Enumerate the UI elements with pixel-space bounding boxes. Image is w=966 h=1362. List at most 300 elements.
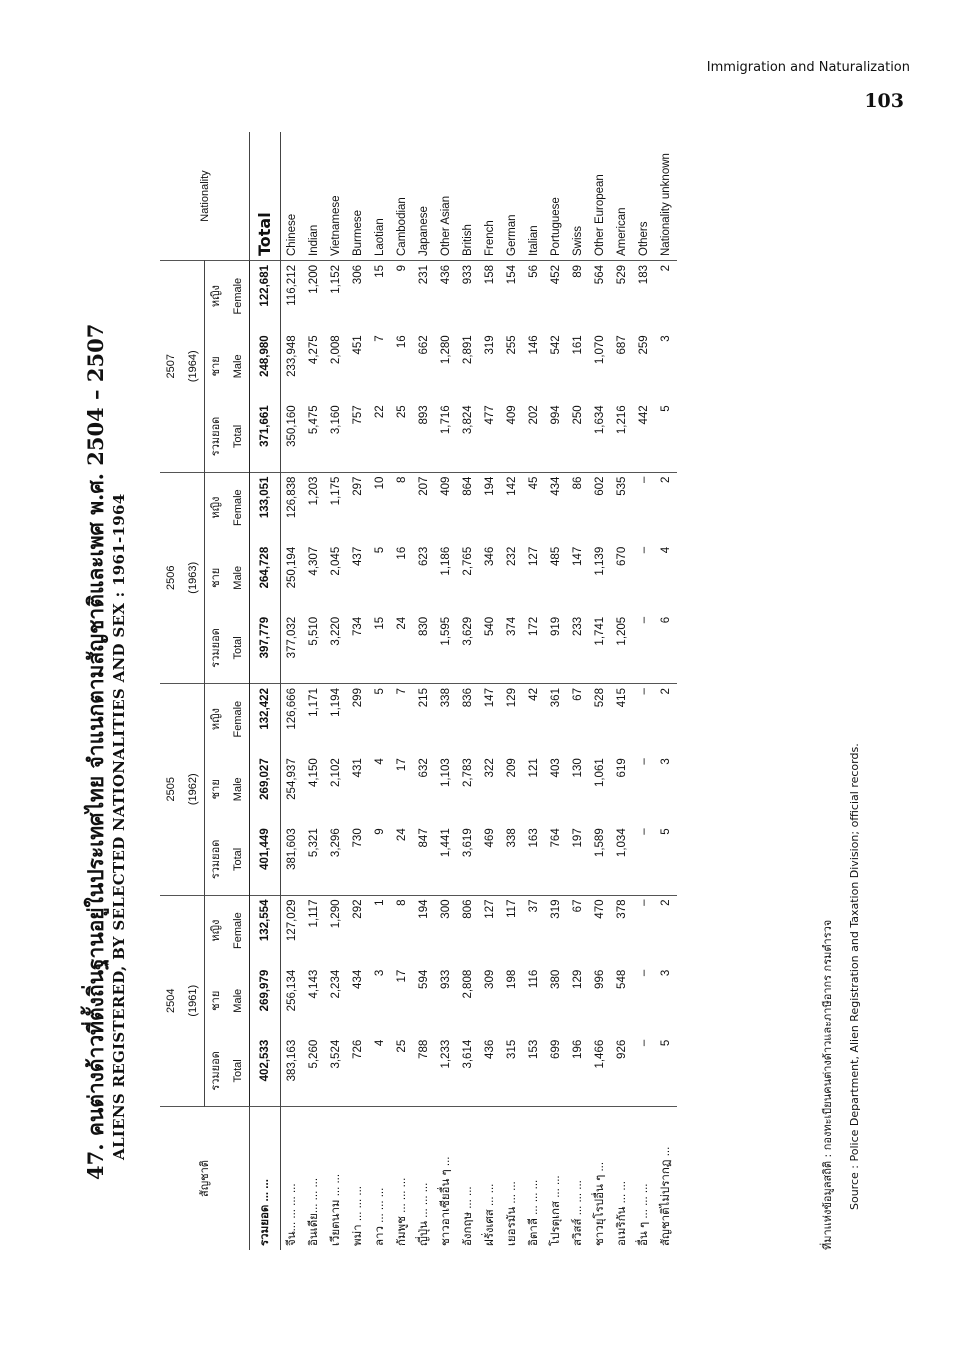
value-cell: 255 <box>506 335 518 355</box>
value-cell: 1,194 <box>330 688 342 717</box>
nationality-english: Total <box>250 132 281 261</box>
value-cell: 117 <box>506 899 518 918</box>
table-row <box>545 132 567 1250</box>
nationality-thai: ชาวอาเซียอื่น ๆ ... <box>440 1156 452 1246</box>
sex-header-thai: ชาย <box>210 567 222 588</box>
sex-header-english: Male <box>232 777 244 802</box>
nationality-thai: ชาวยุโรปอื่น ๆ ... <box>594 1161 606 1246</box>
running-head: Immigration and Naturalization <box>706 60 910 75</box>
value-cell: 9 <box>369 824 391 895</box>
table-row <box>303 132 325 1250</box>
nationality-thai: โปรตุเกส ... ... <box>550 1175 562 1246</box>
nationality-thai: ฝรั่งเศส ... ... <box>484 1183 496 1246</box>
value-cell: 259 <box>638 335 650 355</box>
sex-header-thai: หญิง <box>210 919 222 942</box>
value-cell: 1,171 <box>308 688 320 717</box>
sex-header <box>205 472 250 543</box>
value-cell: 5 <box>655 824 677 895</box>
value-cell: 5,260 <box>303 1036 325 1107</box>
value-cell: 86 <box>572 476 584 490</box>
value-cell: 207 <box>418 476 430 496</box>
year-thai: 2507 <box>165 354 177 379</box>
value-cell: 3 <box>660 758 672 765</box>
value-cell: 3 <box>660 335 672 342</box>
value-cell: 926 <box>611 1036 633 1107</box>
value-cell: 127 <box>528 546 540 566</box>
sex-header-thai: รวมยอด <box>210 1051 222 1091</box>
table-row <box>567 132 589 1250</box>
value-cell: 154 <box>506 265 518 285</box>
value-cell: 2 <box>660 688 672 695</box>
value-cell: 436 <box>440 265 452 285</box>
value-cell: 306 <box>352 265 364 285</box>
value-cell: 248,980 <box>250 331 281 401</box>
value-cell: 116,212 <box>286 265 298 306</box>
value-cell: 147 <box>572 546 584 566</box>
sex-header-thai: ชาย <box>210 779 222 800</box>
value-cell: 2 <box>660 476 672 483</box>
value-cell: 5,510 <box>303 613 325 684</box>
value-cell: 130 <box>572 758 584 778</box>
year-header <box>160 684 205 895</box>
nationality-english: Others <box>633 132 655 261</box>
value-cell: 7 <box>396 688 408 695</box>
value-cell: 194 <box>484 476 496 496</box>
value-cell: 2,045 <box>330 546 342 576</box>
value-cell: 172 <box>523 613 545 684</box>
value-cell: 1,175 <box>330 476 342 506</box>
year-western: (1963) <box>187 561 199 594</box>
value-cell: 687 <box>616 335 628 355</box>
value-cell: 17 <box>396 969 408 983</box>
value-cell: 3,296 <box>325 824 347 895</box>
value-cell: 619 <box>616 758 628 778</box>
value-cell: 5 <box>655 1036 677 1107</box>
sex-header-thai: รวมยอด <box>210 839 222 880</box>
value-cell: 1,139 <box>594 546 606 576</box>
value-cell: 847 <box>413 824 435 895</box>
nationality-english: American <box>611 132 633 261</box>
nationality-english: British <box>457 132 479 261</box>
value-cell: 919 <box>545 613 567 684</box>
year-western: (1961) <box>187 984 199 1017</box>
nationality-english: Vietnamese <box>325 132 347 261</box>
table-row <box>347 132 369 1250</box>
value-cell: 9 <box>396 265 408 272</box>
value-cell: 198 <box>506 969 518 989</box>
value-cell: 1,466 <box>589 1036 611 1107</box>
nationality-english-header: Nationality <box>160 132 250 261</box>
value-cell: 129 <box>572 969 584 989</box>
value-cell: 431 <box>352 758 364 778</box>
value-cell: 269,979 <box>250 966 281 1036</box>
value-cell: 764 <box>545 824 567 895</box>
table-body <box>250 132 678 1250</box>
value-cell: 319 <box>550 899 562 919</box>
value-cell: 346 <box>484 546 496 566</box>
table-row <box>435 132 457 1250</box>
nationality-english: Nationality unknown <box>655 132 677 261</box>
nationality-thai: อื่น ๆ ... ... ... <box>638 1183 650 1246</box>
value-cell: 401,449 <box>250 824 281 895</box>
year-header <box>160 895 205 1106</box>
sex-header-thai: หญิง <box>210 285 222 308</box>
value-cell: 4,275 <box>308 335 320 365</box>
value-cell: 670 <box>616 546 628 566</box>
value-cell: 194 <box>418 899 430 919</box>
sex-header-english: Male <box>232 988 244 1013</box>
value-cell: 757 <box>347 401 369 472</box>
value-cell: 6 <box>655 613 677 684</box>
value-cell: 730 <box>347 824 369 895</box>
value-cell: 17 <box>396 758 408 772</box>
value-cell: 15 <box>369 613 391 684</box>
nationality-thai: รวมยอด ... ... <box>250 1107 281 1251</box>
sex-header <box>205 754 250 824</box>
value-cell: 788 <box>413 1036 435 1107</box>
total-row <box>250 132 281 1250</box>
nationality-thai: อินเดีย... ... ... <box>308 1177 320 1246</box>
value-cell: 22 <box>369 401 391 472</box>
value-cell: 699 <box>545 1036 567 1107</box>
value-cell: 726 <box>347 1036 369 1107</box>
value-cell: 1,441 <box>435 824 457 895</box>
value-cell: 37 <box>528 899 540 913</box>
value-cell: 451 <box>352 335 364 355</box>
value-cell: 16 <box>396 335 408 349</box>
value-cell: 434 <box>550 476 562 496</box>
value-cell: 830 <box>413 613 435 684</box>
value-cell: 996 <box>594 969 606 989</box>
value-cell: – <box>638 546 650 554</box>
sex-header-english: Female <box>232 700 244 738</box>
value-cell: 3,619 <box>457 824 479 895</box>
value-cell: 338 <box>501 824 523 895</box>
value-cell: 415 <box>616 688 628 708</box>
page-number: 103 <box>864 90 904 112</box>
table-row <box>479 132 501 1250</box>
table-row <box>501 132 523 1250</box>
value-cell: 116 <box>528 969 540 989</box>
table-row <box>369 132 391 1250</box>
sex-header-thai: หญิง <box>210 708 222 731</box>
value-cell: 250 <box>567 401 589 472</box>
table-row <box>281 132 304 1250</box>
value-cell: 3 <box>374 969 386 977</box>
value-cell: 4,150 <box>308 758 320 788</box>
value-cell: 548 <box>616 969 628 989</box>
value-cell: 662 <box>418 335 430 355</box>
value-cell: 632 <box>418 758 430 778</box>
value-cell: 994 <box>545 401 567 472</box>
value-cell: 403 <box>550 758 562 778</box>
sex-header <box>205 966 250 1036</box>
value-cell: 2,783 <box>462 758 474 788</box>
nationality-thai: สวิสส์ ... ... ... <box>572 1180 584 1246</box>
value-cell: 374 <box>501 613 523 684</box>
value-cell: 564 <box>594 265 606 285</box>
value-cell: 5,475 <box>303 401 325 472</box>
value-cell: 129 <box>506 688 518 708</box>
table-row <box>413 132 435 1250</box>
sex-header <box>205 613 250 684</box>
value-cell: 338 <box>440 688 452 708</box>
nationality-thai: อเมริกัน ... ... <box>616 1181 628 1246</box>
year-thai: 2506 <box>165 565 177 591</box>
value-cell: 1,070 <box>594 335 606 365</box>
value-cell: 121 <box>528 758 540 778</box>
value-cell: 89 <box>572 265 584 278</box>
nationality-english: Japanese <box>413 132 435 261</box>
value-cell: 361 <box>550 688 562 708</box>
value-cell: – <box>638 476 650 483</box>
sex-header-english: Total <box>232 636 244 660</box>
value-cell: 3,629 <box>457 613 479 684</box>
value-cell: 2 <box>660 899 672 906</box>
value-cell: 202 <box>523 401 545 472</box>
source-note-english: Source : Police Department, Alien Registration and Taxation Division; official records. <box>848 743 861 1210</box>
nationality-english: Other European <box>589 132 611 261</box>
nationality-english: Cambodian <box>391 132 413 261</box>
value-cell: 25 <box>391 401 413 472</box>
value-cell: 623 <box>418 546 430 566</box>
value-cell: – <box>633 1036 655 1107</box>
value-cell: 1,103 <box>440 758 452 788</box>
value-cell: 133,051 <box>250 472 281 543</box>
value-cell: 2,234 <box>330 969 342 999</box>
value-cell: 5 <box>374 546 386 554</box>
sex-header-english: Male <box>232 354 244 379</box>
nationality-english: Burmese <box>347 132 369 261</box>
value-cell: 1,152 <box>330 265 342 294</box>
value-cell: 397,779 <box>250 613 281 684</box>
value-cell: 297 <box>352 476 364 496</box>
nationality-english: Other Asian <box>435 132 457 261</box>
value-cell: 470 <box>594 899 606 919</box>
sex-header <box>205 824 250 895</box>
sex-header-english: Total <box>232 1059 244 1083</box>
value-cell: 1,216 <box>611 401 633 472</box>
value-cell: 232 <box>506 546 518 566</box>
value-cell: 45 <box>528 476 540 490</box>
value-cell: 196 <box>567 1036 589 1107</box>
nationality-english: Chinese <box>281 132 304 261</box>
value-cell: 8 <box>396 899 408 906</box>
nationality-english: German <box>501 132 523 261</box>
value-cell: 209 <box>506 758 518 778</box>
year-western: (1962) <box>187 773 199 806</box>
value-cell: 299 <box>352 688 364 708</box>
nationality-thai: สัญชาติไม่ปรากฏ ... <box>660 1146 672 1246</box>
value-cell: 16 <box>396 546 408 560</box>
sex-header-row <box>205 132 250 1250</box>
value-cell: 158 <box>484 265 496 285</box>
table-row <box>589 132 611 1250</box>
value-cell: 3,220 <box>325 613 347 684</box>
value-cell: 3,824 <box>457 401 479 472</box>
value-cell: 322 <box>484 758 496 778</box>
value-cell: 1,595 <box>435 613 457 684</box>
value-cell: 1,290 <box>330 899 342 929</box>
nationality-english: Portuguese <box>545 132 567 261</box>
value-cell: 371,661 <box>250 401 281 472</box>
year-header-row <box>160 132 205 1250</box>
value-cell: 25 <box>391 1036 413 1107</box>
value-cell: 1,117 <box>308 899 320 928</box>
value-cell: 2,102 <box>330 758 342 788</box>
value-cell: 233,948 <box>286 335 298 377</box>
value-cell: 1,233 <box>435 1036 457 1107</box>
value-cell: 5,321 <box>303 824 325 895</box>
value-cell: – <box>638 899 650 906</box>
value-cell: 535 <box>616 476 628 496</box>
value-cell: 734 <box>347 613 369 684</box>
nationality-english: Swiss <box>567 132 589 261</box>
value-cell: 452 <box>550 265 562 285</box>
year-header <box>160 261 205 473</box>
sex-header-english: Total <box>232 847 244 872</box>
value-cell: 469 <box>479 824 501 895</box>
value-cell: 402,533 <box>250 1036 281 1107</box>
value-cell: 477 <box>479 401 501 472</box>
sex-header-thai: ชาย <box>210 990 222 1011</box>
sex-header-english: Male <box>232 565 244 590</box>
value-cell: – <box>638 758 650 765</box>
value-cell: 269,027 <box>250 754 281 824</box>
nationality-english: French <box>479 132 501 261</box>
value-cell: 1,634 <box>589 401 611 472</box>
value-cell: 933 <box>462 265 474 285</box>
value-cell: 215 <box>418 688 430 708</box>
year-thai: 2504 <box>165 988 177 1013</box>
value-cell: 436 <box>479 1036 501 1107</box>
value-cell: 3,524 <box>325 1036 347 1107</box>
value-cell: 42 <box>528 688 540 701</box>
value-cell: 5 <box>655 401 677 472</box>
value-cell: 1,200 <box>308 265 320 294</box>
value-cell: 309 <box>484 969 496 989</box>
value-cell: 147 <box>484 688 496 708</box>
value-cell: 2,808 <box>462 969 474 999</box>
value-cell: 153 <box>523 1036 545 1107</box>
aliens-table <box>160 132 677 1250</box>
value-cell: 4 <box>374 758 386 765</box>
sex-header <box>205 331 250 401</box>
value-cell: 319 <box>484 335 496 355</box>
value-cell: 1,186 <box>440 546 452 576</box>
sex-header-thai: ชาย <box>210 356 222 377</box>
value-cell: 1,589 <box>589 824 611 895</box>
value-cell: 24 <box>391 613 413 684</box>
sex-header-thai: หญิง <box>210 496 222 519</box>
value-cell: 24 <box>391 824 413 895</box>
value-cell: 1,203 <box>308 476 320 506</box>
value-cell: 3 <box>660 969 672 977</box>
sex-header-english: Total <box>232 424 244 449</box>
value-cell: 4 <box>369 1036 391 1107</box>
value-cell: 409 <box>440 476 452 496</box>
value-cell: 893 <box>413 401 435 472</box>
value-cell: – <box>633 613 655 684</box>
table-row <box>391 132 413 1250</box>
value-cell: 1,061 <box>594 758 606 788</box>
value-cell: 122,681 <box>250 261 281 332</box>
table-row <box>523 132 545 1250</box>
value-cell: 56 <box>528 265 540 278</box>
value-cell: 67 <box>572 688 584 701</box>
value-cell: 1,716 <box>435 401 457 472</box>
sex-header-english: Female <box>232 912 244 949</box>
value-cell: 442 <box>633 401 655 472</box>
sex-header-thai: รวมยอด <box>210 416 222 457</box>
sex-header-english: Female <box>232 489 244 527</box>
value-cell: 806 <box>462 899 474 919</box>
value-cell: 127 <box>484 899 496 919</box>
year-western: (1964) <box>187 350 199 383</box>
value-cell: 132,422 <box>250 684 281 755</box>
value-cell: 8 <box>396 476 408 483</box>
value-cell: 378 <box>616 899 628 919</box>
value-cell: 437 <box>352 546 364 566</box>
value-cell: 315 <box>501 1036 523 1107</box>
value-cell: 594 <box>418 969 430 989</box>
value-cell: 231 <box>418 265 430 285</box>
value-cell: 1 <box>374 899 386 906</box>
value-cell: 485 <box>550 546 562 566</box>
value-cell: 126,666 <box>286 688 298 730</box>
value-cell: 161 <box>572 335 584 355</box>
value-cell: 127,029 <box>286 899 298 942</box>
nationality-thai: ลาว ... ... ... <box>374 1187 386 1246</box>
sex-header <box>205 895 250 966</box>
value-cell: 4 <box>660 546 672 554</box>
value-cell: 132,554 <box>250 895 281 966</box>
value-cell: 1,034 <box>611 824 633 895</box>
rotated-table-page <box>80 120 900 1250</box>
value-cell: 10 <box>374 476 386 490</box>
nationality-thai: เยอรมัน ... ... <box>506 1181 518 1246</box>
nationality-thai: พม่า ... ... ... <box>352 1186 364 1246</box>
value-cell: 4,143 <box>308 969 320 999</box>
value-cell: 377,032 <box>281 613 304 684</box>
value-cell: 381,603 <box>281 824 304 895</box>
table-row <box>655 132 677 1250</box>
source-note-thai: ที่มาแห่งข้อมูลสถิติ : กองทะเบียนคนต่างด้าวและภาษีอากร กรมตำรวจ <box>821 919 834 1250</box>
value-cell: 528 <box>594 688 606 708</box>
value-cell: 350,160 <box>281 401 304 472</box>
value-cell: 197 <box>567 824 589 895</box>
value-cell: – <box>638 969 650 977</box>
nationality-english: Indian <box>303 132 325 261</box>
value-cell: 836 <box>462 688 474 708</box>
value-cell: 3,160 <box>325 401 347 472</box>
value-cell: 126,838 <box>286 476 298 519</box>
value-cell: 7 <box>374 335 386 342</box>
value-cell: 5 <box>374 688 386 695</box>
sex-header <box>205 684 250 755</box>
value-cell: 1,741 <box>589 613 611 684</box>
value-cell: – <box>633 824 655 895</box>
nationality-thai-header: สัญชาติ <box>160 1107 250 1251</box>
table-row <box>325 132 347 1250</box>
table-title-thai: 47. คนต่างด้าวที่ตั้งถิ่นฐานอยู่ในประเทศไทย จำแนกตามสัญชาติและเพศ พ.ศ. 2504 – 2507 <box>83 323 108 1180</box>
sex-header-english: Female <box>232 277 244 315</box>
sex-header <box>205 261 250 332</box>
value-cell: 2,765 <box>462 546 474 576</box>
value-cell: 434 <box>352 969 364 989</box>
value-cell: 2,008 <box>330 335 342 365</box>
value-cell: 67 <box>572 899 584 913</box>
